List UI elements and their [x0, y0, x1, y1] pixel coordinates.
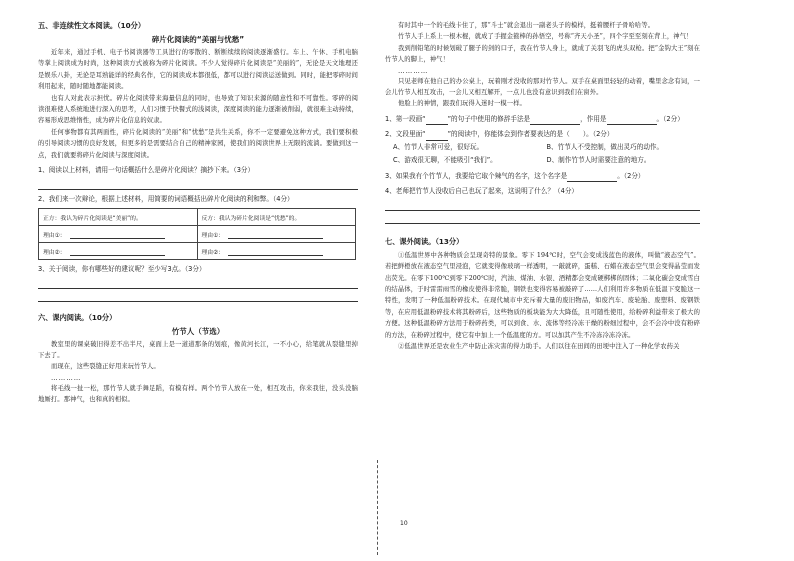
q-text: 。（2分）	[656, 114, 684, 123]
question-6-1	[385, 114, 700, 126]
question-6-2	[385, 129, 700, 141]
options	[393, 141, 700, 167]
page-number: 10	[400, 520, 408, 527]
q-text: 2、文段里面“	[385, 130, 426, 139]
q-text: ”的阅读中，你能体会到作者要表达的是（ ）。（2分）	[447, 130, 614, 139]
article-1-para-2: 也有人对此表示担忧。碎片化阅读带来海量信息的同时，也导致了知识来源的随意性和不可靠性。零碎的阅读很难使人系统地进行深入的思考，人们习惯于快餐式的浅阅读，深度阅读的能力逐渐被削弱，就很难主动持续，容易形成思维惰性，成为碎片化信息的奴隶。	[38, 94, 358, 125]
article-1-para-1: 近年来，通过手机、电子书阅读器等工具进行的零散的、断断续续的阅读逐渐盛行。车上、午休、手机电脑等掌上阅读成为时尚，这种阅读方式被称为碎片化阅读。不少人觉得碎片化阅读是“美丽的”，无论是天文地理还是娱乐八卦，无论是耳熟能详的经典名作，它的阅读成本都很低，都可以进行阅读运送做到。同时，能把零碎时间利用起来，随时随地都能阅读。	[38, 49, 358, 91]
q-text: 1、第一段画“	[385, 114, 426, 123]
fill-line[interactable]	[70, 231, 165, 239]
q-text: 。（2分）	[617, 171, 645, 180]
article-2-para-6: 我到削铅笔的时候划破了腿子的剑的口子，我在竹节人身上，就成了关羽飞的虎头双枪。把“金钩大王”刻在竹节人的脚上，神气！	[385, 44, 700, 64]
option-d[interactable]: D、制作竹节人时需要注意的地方。	[546, 155, 651, 164]
fill-line[interactable]	[70, 248, 165, 256]
question-5-3: 3、关于阅读，你有哪些好的建议呢？至少写3点。（3分）	[38, 265, 206, 274]
con-reason-2[interactable]	[197, 243, 356, 260]
article-2-para-8: 他脸上的神情，跟我们玩得入迷时一模一样。	[398, 100, 526, 108]
reason-label: 理由②：	[43, 249, 66, 256]
article-3-para-2: ②低温世界还是农业生产中防止冻灾害的得力助手。人们以往在田间的田埂中注入了一种化学农药关	[398, 343, 680, 351]
pro-reason-2[interactable]	[39, 243, 198, 260]
option-a[interactable]: A、竹节人非常可爱，很好玩。	[393, 142, 484, 151]
fill-line[interactable]	[228, 248, 323, 256]
article-3-para-1: ①低温世界中各种物质会呈现奇特的景象。零下 194℃时，空气会变成浅蓝色的液体，叫做“液态空气”。若把鲜橙放在液态空气里浸泡，它就变得像玻璃一样透明，一敲就碎，蛋糕、石蜡在液态空气里会变得晶莹而发出荧光。在零下100℃到零下200℃时，汽油、煤油、水银、酒精都会变成硬梆梆的固体；二氧化碳会变成雪白的结晶体，于时雷雷雨雪的橡皮使得非常脆，钢铁也变得容易被敲碎了……人们利用许多物质在低温下变脆这一特性，发明了一种低温粉碎技术。在现代城市中充斥着大量的废旧物品，如废汽车、废轮胎、废塑料、废钢铁等，在应用低温粉碎技术将其粉碎后，这些物质的板块能为大大降低，且可随性使用，给粉碎利益带来了极大的方便。这种低温粉碎方法用于粉碎药类，可以到食、水、流体等经冷冻干燥的粉细过程中，会不会冷中没有粉碎的方法，在粉碎过程中，使它有中加上一个低温度的方。可以加其产生不冷冻冷冻冷冻。	[385, 251, 700, 339]
article-2-para-3: 将毛线一扯一松，那竹节人就手舞足蹈，有模有样。两个竹节人放在一处，相互攻击，你来我往，没头没脑地厮打。那神气，也和真的相似。	[38, 384, 358, 404]
con-reason-1[interactable]	[197, 226, 356, 243]
reason-label: 理由①：	[201, 232, 225, 239]
article-1-title: 碎片化阅读的“美丽与忧愁”	[151, 35, 245, 44]
blank[interactable]	[607, 117, 657, 125]
right-column	[385, 20, 700, 353]
section-5-title: 五、非连续性文本阅读。（10分）	[38, 21, 146, 30]
ellipsis: …………	[398, 66, 429, 75]
article-2-title: 竹节人（节选）	[171, 326, 225, 336]
blank[interactable]	[567, 174, 617, 182]
pro-con-table	[38, 208, 356, 260]
reason-label: 理由②：	[201, 249, 225, 256]
fill-line[interactable]	[228, 231, 323, 239]
article-2-para-1: 教室里的课桌破旧得差不出半尺，桌面上是一道道那条的划痕，像黄河长江，一不小心，给笔就从裂缝里掉下去了。	[38, 340, 358, 359]
question-5-1: 1、阅读以上材料，请用一句话概括什么是碎片化阅读？摘抄下来。（3分）	[38, 166, 255, 175]
answer-line[interactable]	[38, 179, 358, 190]
ellipsis: …………	[51, 373, 82, 382]
blank[interactable]	[426, 117, 448, 125]
article-2-para-2: 而现在，这些裂缝正好用来玩竹节人。	[51, 363, 160, 371]
answer-line[interactable]	[385, 200, 700, 211]
option-c[interactable]: C、游戏很无聊，不能吸引“我们”。	[393, 155, 497, 164]
con-header: 反方：我认为碎片化阅读是“忧愁”的。	[197, 209, 356, 226]
question-6-3	[385, 171, 700, 183]
column-divider	[377, 460, 378, 555]
option-b[interactable]: B、竹节人不受控制，做出灵巧的动作。	[546, 142, 664, 151]
section-6-title: 六、课内阅读。（10分）	[38, 312, 117, 322]
article-2-para-5: 竹节人手上系上一根木棍，就成了手握金箍棒的孙悟空，号称“齐天小圣”，四个字至至刻在背上，神气！	[398, 33, 693, 41]
answer-line[interactable]	[38, 291, 358, 302]
section-7-title: 七、课外阅读。（13分）	[385, 236, 464, 246]
reason-label: 理由①：	[43, 232, 66, 239]
blank[interactable]	[530, 117, 580, 125]
pro-reason-1[interactable]	[39, 226, 198, 243]
q-text: ，作用是	[580, 114, 607, 123]
question-6-4: 4、老师把竹节人没收后自己也玩了起来，这说明了什么？（4分）	[385, 187, 579, 196]
answer-line[interactable]	[38, 278, 358, 289]
blank[interactable]	[426, 133, 448, 141]
q-text: ”的句子中使用的修辞手法是	[447, 114, 531, 123]
article-2-para-7: 只见老师在他自己的办公桌上，玩着刚才没收的那对竹节人。双手在桌面里轻轻的动着，嘴里念念有词，一会儿竹节人相互攻击，一会儿又相互解开，一点儿也没有意识到我们在窗外。	[385, 77, 700, 97]
question-5-2: 2、我们来一次辩论，根据上述材料，用简要的词语概括出碎片化阅读的利和弊。（4分）	[38, 194, 294, 203]
article-1-para-3: 任何事物都有其两面性，碎片化阅读的“美丽”和“忧愁”是共生关系，你不一定要避免这种方式，我们要积极的引导阅读习惯的良好发展，但更多的是需要结合自己的精神家园，使我们的阅读世界上无限的流淌。要做到这一点，我们就要将碎片化阅读与深度阅读。	[38, 128, 358, 159]
left-column	[38, 20, 358, 406]
answer-line[interactable]	[385, 213, 700, 224]
pro-header: 正方：我认为碎片化阅读是“美丽”的。	[39, 209, 198, 226]
q-text: 3、如果我有个竹节人，我要给它取个辣气的名字，这个名字是	[385, 171, 568, 180]
article-2-para-4: 有时其中一个的毛线卡住了，那“斗士”就会退出一副老头子的模样，挺着腰杆子骨哈哈等。	[398, 22, 655, 29]
